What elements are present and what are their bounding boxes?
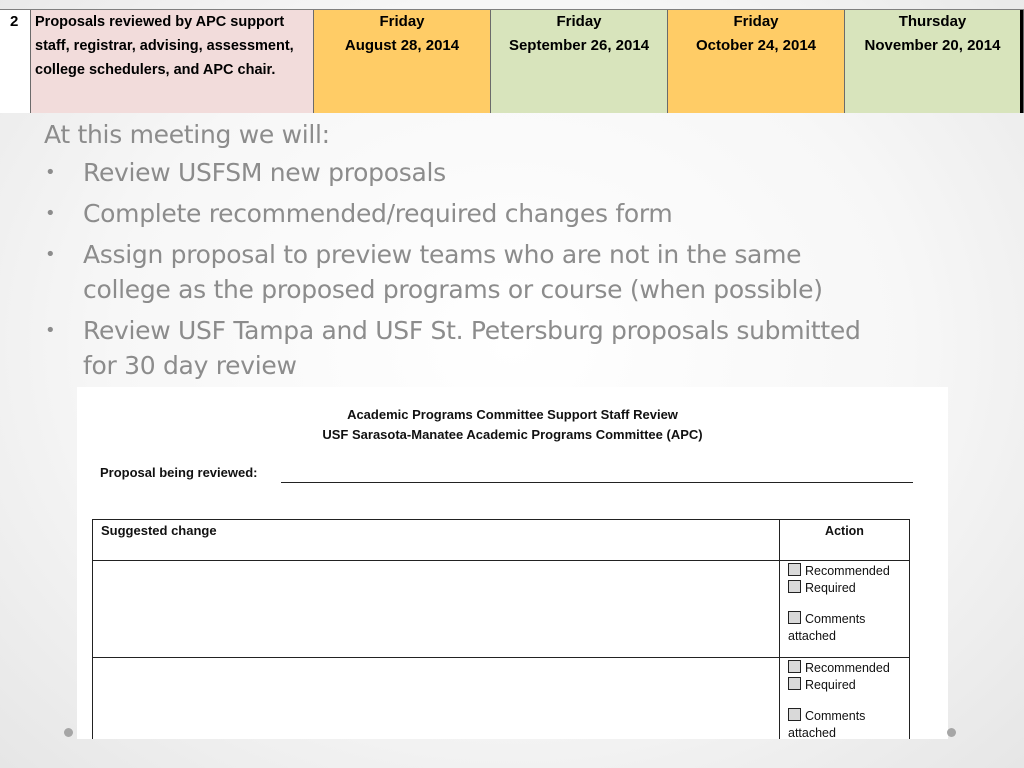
changes-table	[92, 519, 910, 739]
option-comments-attached: Comments	[788, 611, 909, 628]
proposal-blank-line	[281, 482, 913, 483]
bullet-item	[44, 196, 984, 231]
decorative-dot-icon	[64, 728, 73, 737]
decorative-dot-icon	[947, 728, 956, 737]
checkbox-icon	[788, 708, 801, 721]
comments-attached-continuation: attached	[788, 726, 836, 739]
comments-attached-continuation: attached	[788, 629, 836, 643]
row-number: 2	[0, 10, 31, 113]
checkbox-icon	[788, 677, 801, 690]
meeting-date-cell	[314, 10, 491, 113]
form-title: Academic Programs Committee Support Staff Review	[347, 407, 678, 422]
row-description-line: Proposals reviewed by APC support	[35, 14, 285, 30]
meeting-date: September 26, 2014	[508, 37, 650, 54]
suggested-change-cell	[93, 561, 780, 658]
meeting-date-cell	[491, 10, 668, 113]
option-recommended: Recommended	[788, 563, 909, 580]
option-recommended: Recommended	[788, 660, 909, 677]
action-cell	[780, 561, 910, 658]
meeting-date-cell	[845, 10, 1023, 113]
checkbox-icon	[788, 580, 801, 593]
bullet-text: college as the proposed programs or course (when possible)	[83, 275, 823, 304]
bullet-icon: •	[45, 244, 56, 265]
table-row	[93, 658, 910, 740]
meeting-day: Friday	[733, 13, 779, 30]
meeting-date: August 28, 2014	[344, 37, 460, 54]
suggested-change-cell	[93, 658, 780, 740]
schedule-table-row	[0, 9, 1024, 113]
meeting-date-cell	[668, 10, 845, 113]
row-description-line: college schedulers, and APC chair.	[35, 62, 276, 78]
row-description	[31, 10, 314, 113]
option-required: Required	[788, 580, 909, 597]
bullet-text: Review USFSM new proposals	[83, 158, 446, 187]
bullet-text: Complete recommended/required changes form	[83, 199, 673, 228]
checkbox-icon	[788, 660, 801, 673]
bullet-icon: •	[45, 203, 56, 224]
meeting-date: November 20, 2014	[864, 37, 1001, 54]
bullet-text: Review USF Tampa and USF St. Petersburg proposals submitted	[83, 316, 861, 345]
action-cell	[780, 658, 910, 740]
proposal-label: Proposal being reviewed:	[100, 465, 258, 480]
slide-body	[44, 117, 984, 389]
bullet-item	[44, 313, 984, 383]
meeting-day: Friday	[379, 13, 425, 30]
table-header-row	[93, 520, 910, 561]
bullet-list	[44, 155, 984, 383]
bullet-icon: •	[45, 162, 56, 183]
option-required: Required	[788, 677, 909, 694]
meeting-day: Friday	[556, 13, 602, 30]
column-header-suggested-change: Suggested change	[93, 520, 780, 561]
table-row	[93, 561, 910, 658]
checkbox-icon	[788, 563, 801, 576]
bullet-text: Assign proposal to preview teams who are not in the same	[83, 240, 802, 269]
column-header-action: Action	[780, 520, 910, 561]
meeting-day: Thursday	[898, 13, 967, 30]
bullet-item	[44, 155, 984, 190]
row-description-line: staff, registrar, advising, assessment,	[35, 38, 294, 54]
bullet-icon: •	[45, 320, 56, 341]
slide-intro: At this meeting we will:	[44, 120, 330, 149]
checkbox-icon	[788, 611, 801, 624]
bullet-text: for 30 day review	[83, 351, 297, 380]
form-subtitle: USF Sarasota-Manatee Academic Programs Committee (APC)	[322, 427, 703, 442]
option-comments-attached: Comments	[788, 708, 909, 725]
meeting-date: October 24, 2014	[695, 37, 817, 54]
bullet-item	[44, 237, 984, 307]
review-form-image	[77, 387, 948, 739]
